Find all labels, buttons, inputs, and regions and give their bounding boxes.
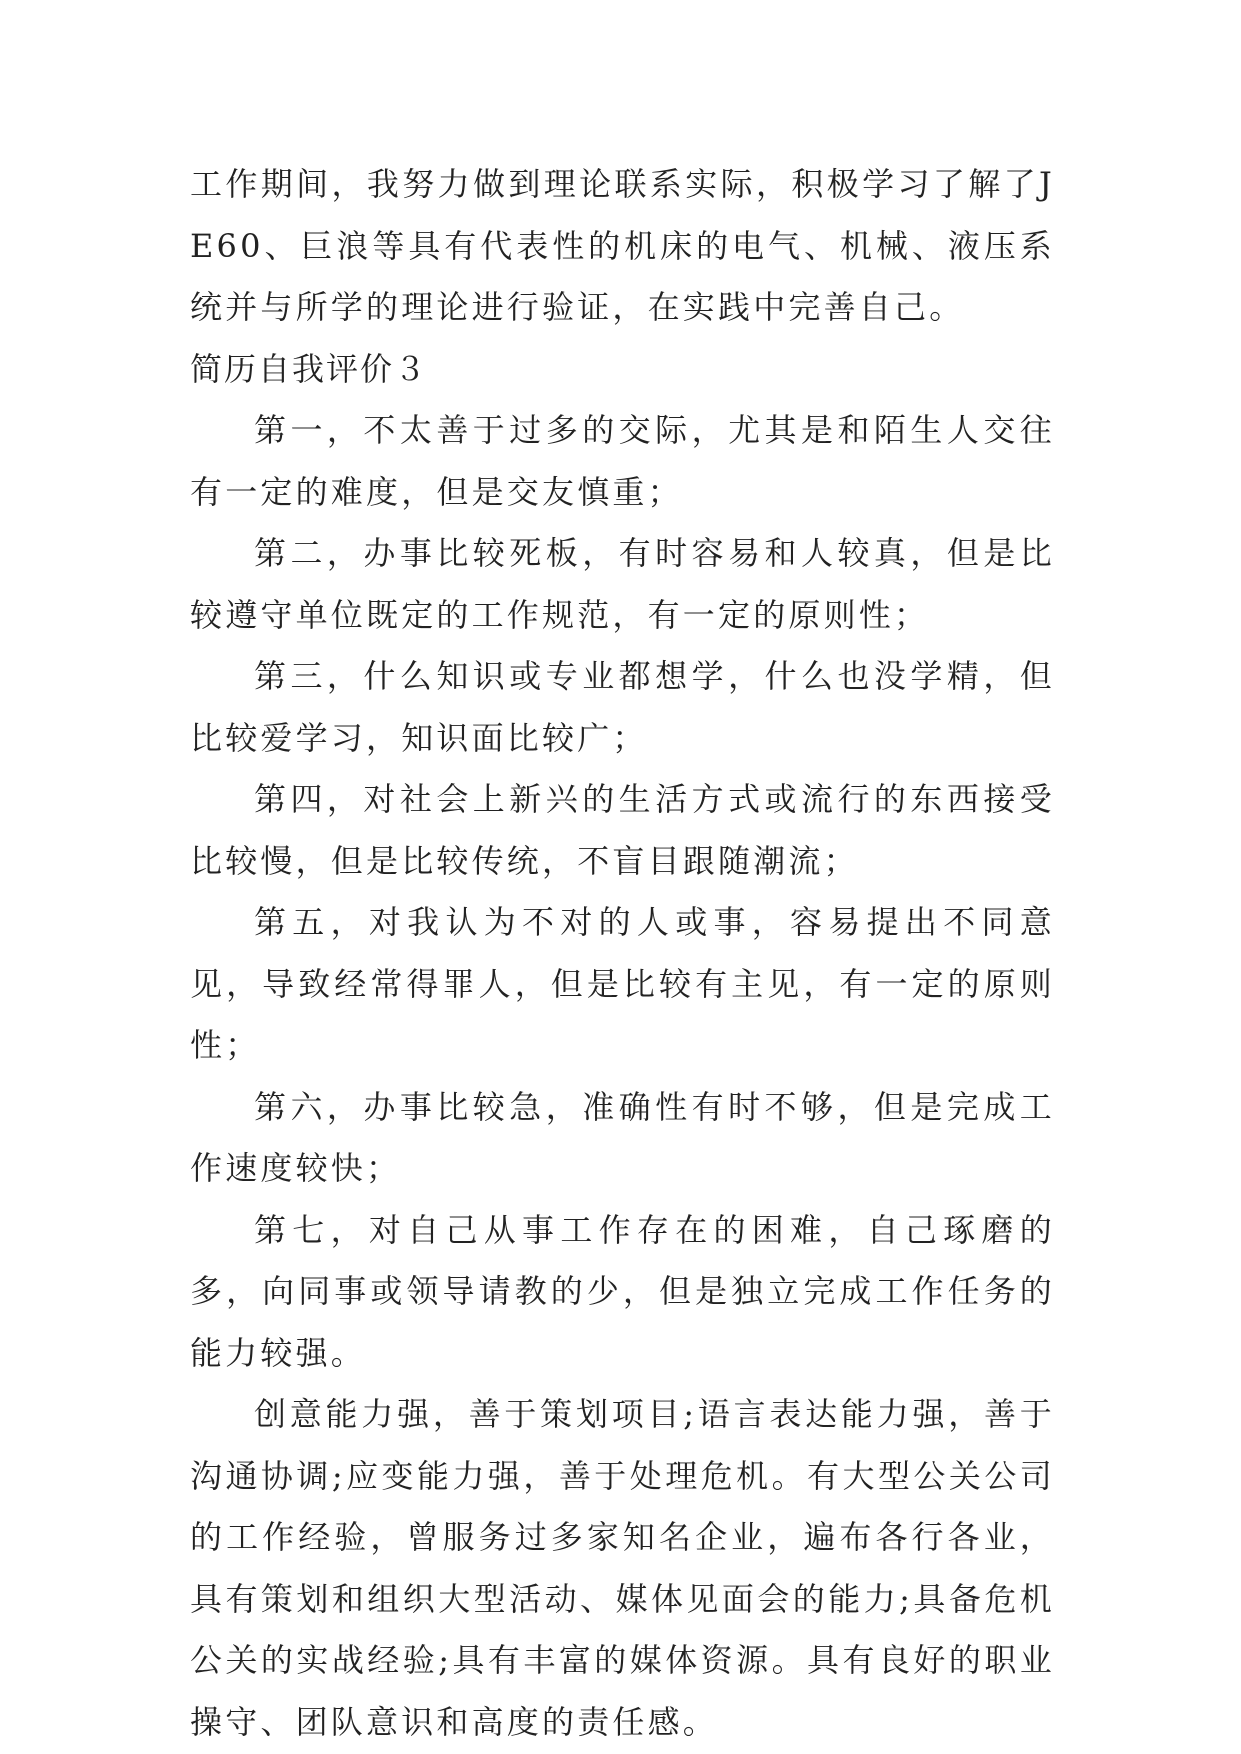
closing-paragraph: 创意能力强，善于策划项目;语言表达能力强，善于沟通协调;应变能力强，善于处理危机。有大型公关公司的工作经验，曾服务过多家知名企业，遍布各行各业，具有策划和组织大型活动、媒体见面会的能力;具备危机公关的实战经验;具有丰富的媒体资源。具有良好的职业操守、团队意识和高度的责任感。 xyxy=(190,1395,1055,1741)
section-heading: 简历自我评价３ xyxy=(190,349,429,388)
point-1: 第一，不太善于过多的交际，尤其是和陌生人交往有一定的难度，但是交友慎重； xyxy=(190,411,1055,511)
point-2: 第二，办事比较死板，有时容易和人较真，但是比较遵守单位既定的工作规范，有一定的原则性； xyxy=(190,534,1055,634)
point-6: 第六，办事比较急，准确性有时不够，但是完成工作速度较快； xyxy=(190,1087,1055,1187)
point-5: 第五，对我认为不对的人或事，容易提出不同意见，导致经常得罪人，但是比较有主见，有一定的原则性； xyxy=(190,903,1055,1064)
intro-paragraph: 工作期间，我努力做到理论联系实际，积极学习了解了JE60、巨浪等具有代表性的机床的电气、机械、液压系统并与所学的理论进行验证，在实践中完善自己。 xyxy=(190,165,1055,326)
point-7: 第七，对自己从事工作存在的困难，自己琢磨的多，向同事或领导请教的少，但是独立完成工作任务的能力较强。 xyxy=(190,1210,1055,1372)
point-3: 第三，什么知识或专业都想学，什么也没学精，但比较爱学习，知识面比较广； xyxy=(190,657,1055,757)
document-body xyxy=(190,154,1055,1753)
point-4: 第四，对社会上新兴的生活方式或流行的东西接受比较慢，但是比较传统，不盲目跟随潮流； xyxy=(190,780,1055,880)
